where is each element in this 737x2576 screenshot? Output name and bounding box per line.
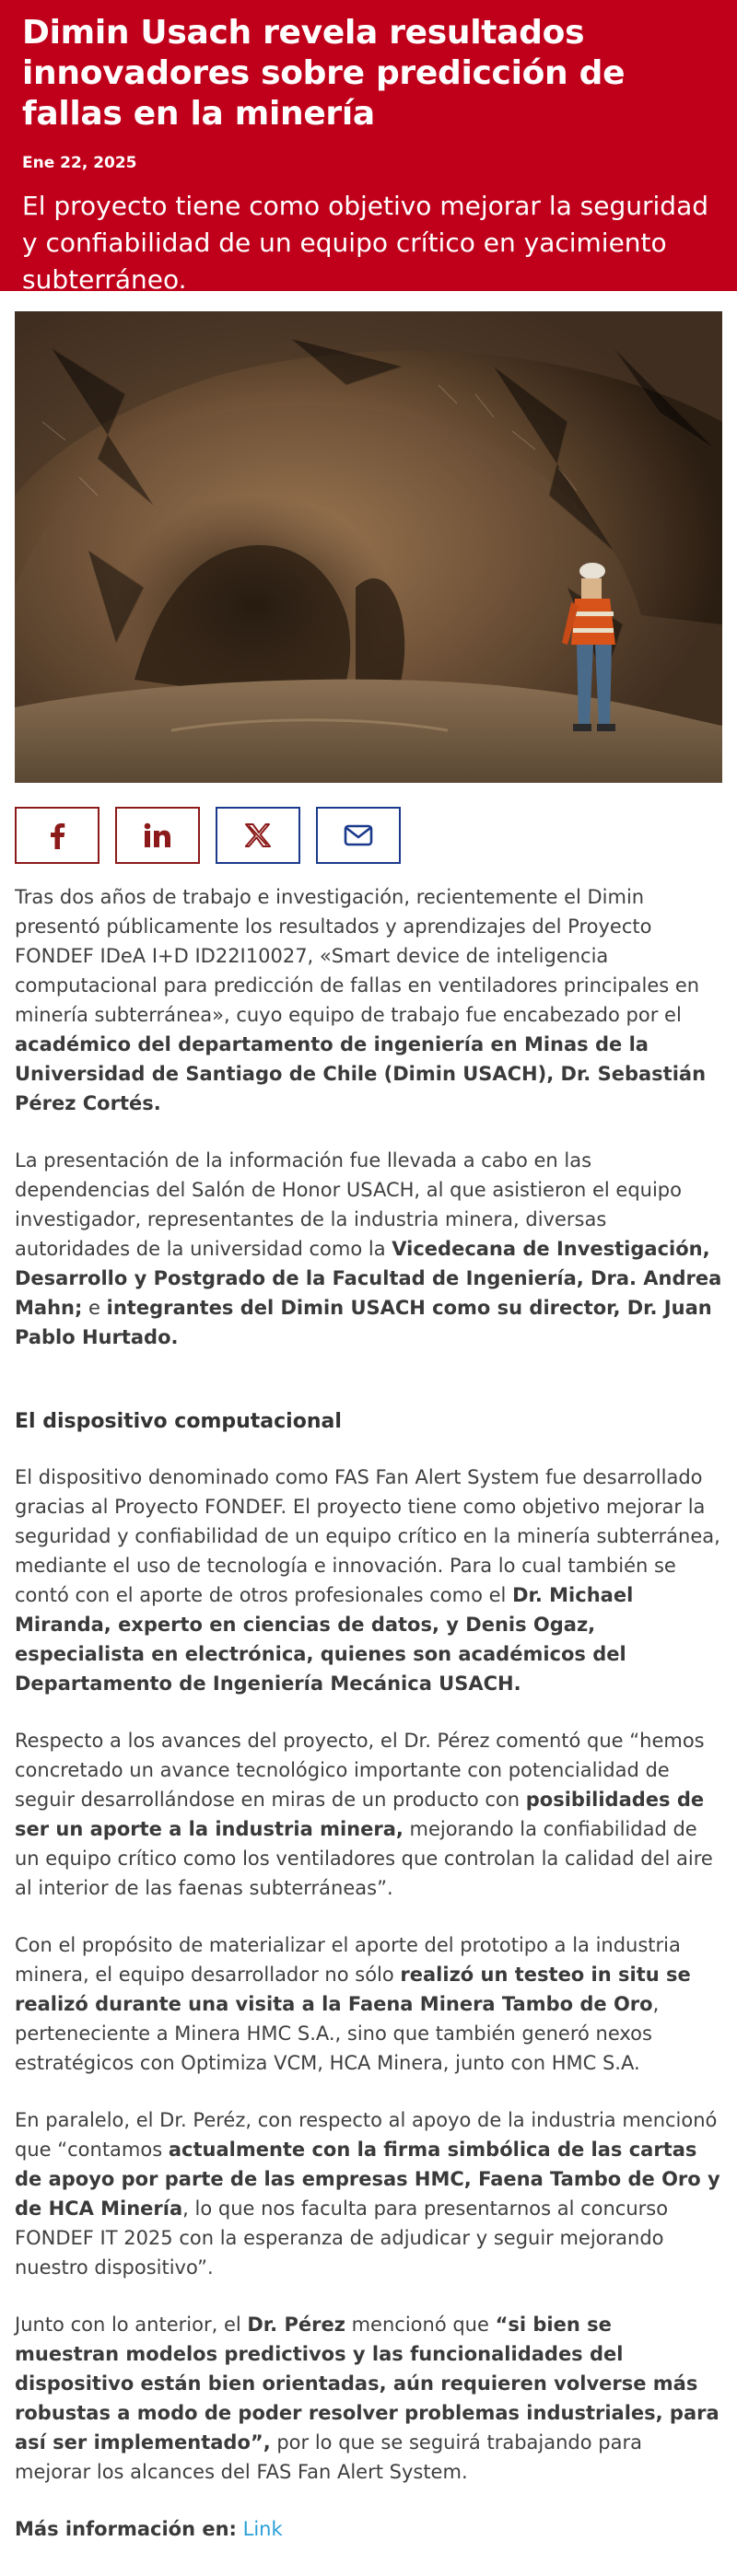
paragraph-conclusion bbox=[15, 2310, 722, 2487]
mail-icon bbox=[344, 824, 373, 846]
paragraph-device bbox=[15, 1463, 722, 1698]
facebook-icon bbox=[45, 822, 69, 849]
paragraph-bold: “si bien se muestran modelos predictivos y las funcionalidades del dispositivo están bien orientadas, aún requieren volverse más robustas a modo de poder resolver problemas industriales, para así ser implementado”, bbox=[15, 2314, 719, 2454]
share-email-button[interactable] bbox=[316, 807, 401, 864]
article-subtitle: El proyecto tiene como objetivo mejorar la seguridad y confiabilidad de un equipo crítico en yacimiento subterráneo. bbox=[22, 191, 708, 295]
share-linkedin-button[interactable] bbox=[115, 807, 200, 864]
more-info bbox=[15, 2514, 722, 2544]
paragraph-text: Con el propósito de materializar el aporte del prototipo a la industria minera, el equipo desarrollador no sólo bbox=[15, 1934, 681, 1986]
share-x-button[interactable] bbox=[216, 807, 300, 864]
paragraph-bold: integrantes del Dimin USACH como su director, Dr. Juan Pablo Hurtado. bbox=[15, 1297, 712, 1348]
paragraph-text: La presentación de la información fue llevada a cabo en las dependencias del Salón de Honor USACH, al que asistieron el equipo investigador, representantes de la industria minera, diversas autoridades de la universidad como la bbox=[15, 1149, 682, 1260]
paragraph-bold: Dr. Pérez bbox=[247, 2314, 345, 2336]
x-icon bbox=[245, 823, 271, 847]
paragraph-text: En paralelo, el Dr. Peréz, con respecto al apoyo de la industria mencionó que “contamos bbox=[15, 2109, 718, 2161]
paragraph-support bbox=[15, 2105, 722, 2282]
paragraph-text: e bbox=[82, 1297, 107, 1319]
paragraph-bold: realizó un testeo in situ se realizó durante una visita a la Faena Minera Tambo de Oro bbox=[15, 1964, 691, 2015]
paragraph-text: Junto con lo anterior, el bbox=[15, 2314, 248, 2336]
paragraph-bold: actualmente con la firma simbólica de las cartas de apoyo por parte de las empresas HMC, Faena Tambo de Oro y de HCA Minería bbox=[15, 2139, 720, 2220]
paragraph-text: , lo que nos faculta para presentarnos al concurso FONDEF IT 2025 con la esperanza de adjudicar y seguir mejorando nuestro dispositivo”. bbox=[15, 2197, 669, 2279]
paragraph-text: por lo que se seguirá trabajando para mejorar los alcances del FAS Fan Alert System. bbox=[15, 2431, 642, 2483]
paragraph-text: Respecto a los avances del proyecto, el Dr. Pérez comentó que “hemos concretado un avance tecnológico importante con potencialidad de seguir desarrollándose en miras de un producto con bbox=[15, 1730, 705, 1811]
paragraph-progress bbox=[15, 1726, 722, 1903]
linkedin-icon bbox=[144, 822, 171, 848]
more-info-link[interactable]: Link bbox=[242, 2518, 283, 2540]
paragraph-testing bbox=[15, 1930, 722, 2078]
paragraph-text: mencionó que bbox=[345, 2314, 496, 2336]
share-facebook-button[interactable] bbox=[15, 807, 99, 864]
paragraph-bold: Dr. Michael Miranda, experto en ciencias de datos, y Denis Ogaz, especialista en electrónica, quienes son académicos del Departamento de Ingeniería Mecánica USACH. bbox=[15, 1584, 634, 1695]
article-body bbox=[15, 882, 722, 2544]
publish-date: Ene 22, 2025 bbox=[22, 154, 137, 172]
paragraph-text: , perteneciente a Minera HMC S.A., sino que también generó nexos estratégicos con Optimiza VCM, HCA Minera, junto con HMC S.A. bbox=[15, 1993, 660, 2074]
paragraph-bold: académico del departamento de ingeniería en Minas de la Universidad de Santiago de Chile (Dimin USACH), Dr. Sebastián Pérez Cortés. bbox=[15, 1033, 707, 1114]
paragraph-intro bbox=[15, 882, 722, 1118]
paragraph-bold: Vicedecana de Investigación, Desarrollo y Postgrado de la Facultad de Ingeniería, Dra. Andrea Mahn; bbox=[15, 1238, 722, 1319]
article-header bbox=[0, 0, 737, 295]
more-info-label: Más información en: bbox=[15, 2518, 237, 2540]
section-heading: El dispositivo computacional bbox=[15, 1410, 342, 1433]
mine-tunnel-photo bbox=[15, 311, 722, 783]
hero-image bbox=[15, 311, 722, 783]
paragraph-text: mejorando la confiabilidad de un equipo crítico como los ventiladores que controlan la calidad del aire al interior de las faenas subterráneas”. bbox=[15, 1818, 713, 1899]
paragraph-presentation bbox=[15, 1146, 722, 1352]
article-title: Dimin Usach revela resultados innovadores sobre predicción de fallas en la minería bbox=[22, 14, 626, 133]
share-bar bbox=[15, 807, 722, 864]
paragraph-bold: posibilidades de ser un aporte a la industria minera, bbox=[15, 1789, 705, 1840]
paragraph-text: Tras dos años de trabajo e investigación, recientemente el Dimin presentó públicamente los resultados y aprendizajes del Proyecto FONDEF IDeA I+D ID22I10027, «Smart device de inteligencia computacional para predicción de fallas en ventiladores principales en minería subterránea», cuyo equipo de trabajo fue encabezado por el bbox=[15, 886, 700, 1026]
paragraph-text: El dispositivo denominado como FAS Fan Alert System fue desarrollado gracias al Proyecto FONDEF. El proyecto tiene como objetivo mejorar la seguridad y confiabilidad de un equipo crítico en la minería subterránea, mediante el uso de tecnología e innovación. Para lo cual también se contó con el aporte de otros profesionales como el bbox=[15, 1466, 720, 1606]
